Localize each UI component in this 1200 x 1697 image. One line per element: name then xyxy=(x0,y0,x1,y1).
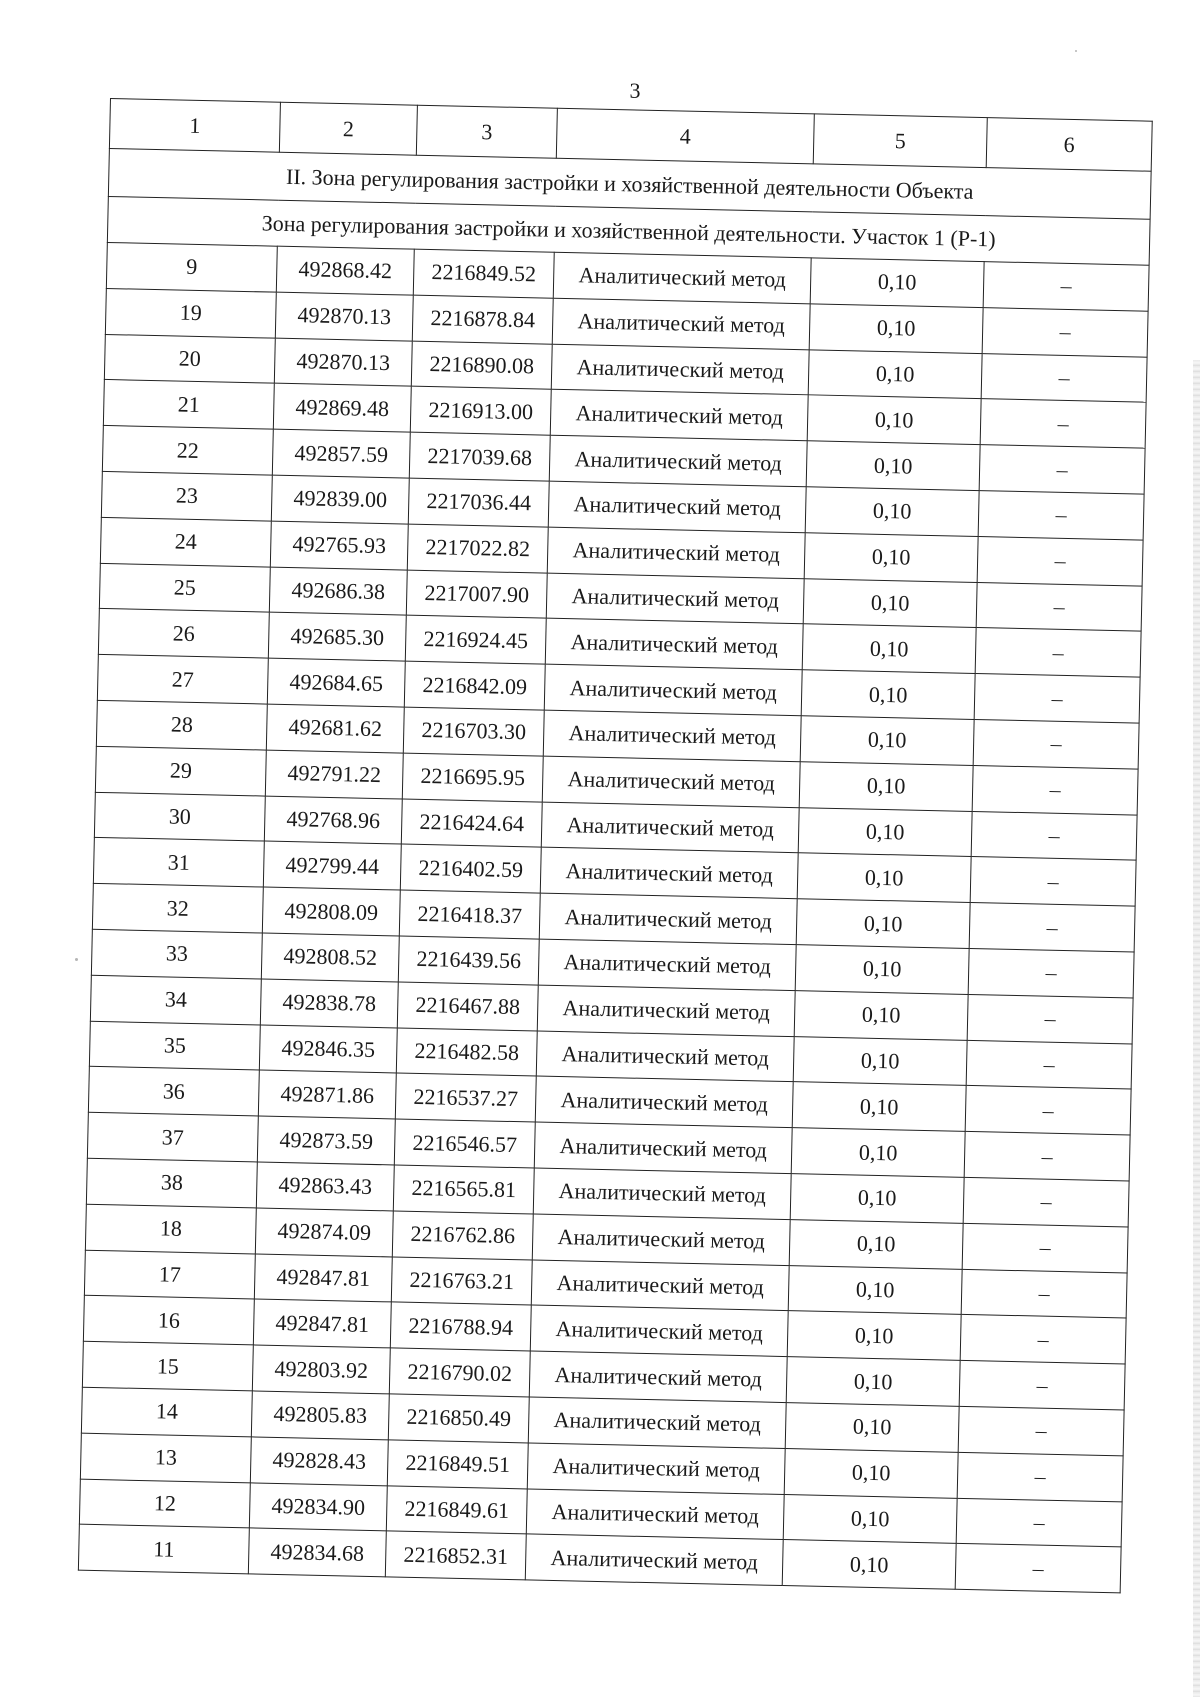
note-cell: – xyxy=(962,1223,1128,1272)
coordinate-y-cell: 2216849.61 xyxy=(386,1485,527,1534)
coordinate-x-cell: 492765.93 xyxy=(270,521,408,570)
note-cell: – xyxy=(977,536,1143,585)
column-header-1: 1 xyxy=(109,99,280,153)
point-number-cell: 31 xyxy=(93,838,264,887)
coordinate-x-cell: 492808.09 xyxy=(262,887,400,936)
accuracy-cell: 0,10 xyxy=(809,304,983,354)
note-cell: – xyxy=(955,1544,1121,1593)
accuracy-cell: 0,10 xyxy=(788,1265,962,1315)
note-cell: – xyxy=(980,399,1146,448)
method-cell: Аналитический метод xyxy=(544,664,802,715)
section-title: II. Зона регулирования застройки и хозяйственной деятельности Объекта xyxy=(108,148,1151,219)
coordinate-y-cell: 2216703.30 xyxy=(403,707,544,756)
note-cell: – xyxy=(964,1132,1130,1181)
point-number-cell: 18 xyxy=(85,1204,256,1253)
coordinate-y-cell: 2216762.86 xyxy=(392,1211,533,1260)
coordinate-y-cell: 2216842.09 xyxy=(404,661,545,710)
coordinate-x-cell: 492681.62 xyxy=(266,704,404,753)
coordinate-x-cell: 492869.48 xyxy=(273,384,411,433)
method-cell: Аналитический метод xyxy=(541,802,799,853)
coordinate-y-cell: 2216913.00 xyxy=(410,387,551,436)
method-cell: Аналитический метод xyxy=(535,1076,793,1127)
method-cell: Аналитический метод xyxy=(545,619,803,670)
point-number-cell: 15 xyxy=(82,1341,253,1390)
coordinate-y-cell: 2217007.90 xyxy=(406,570,547,619)
note-cell: – xyxy=(969,903,1135,952)
accuracy-cell: 0,10 xyxy=(783,1494,957,1544)
accuracy-cell: 0,10 xyxy=(807,395,981,445)
coordinate-y-cell: 2216482.58 xyxy=(396,1028,537,1077)
point-number-cell: 13 xyxy=(80,1433,251,1482)
note-cell: – xyxy=(967,994,1133,1043)
point-number-cell: 32 xyxy=(92,883,263,932)
point-number-cell: 24 xyxy=(100,517,271,566)
method-cell: Аналитический метод xyxy=(546,573,804,624)
column-header-6: 6 xyxy=(986,118,1152,172)
method-cell: Аналитический метод xyxy=(534,1122,792,1173)
coordinate-y-cell: 2216763.21 xyxy=(391,1256,532,1305)
point-number-cell: 11 xyxy=(78,1524,249,1573)
method-cell: Аналитический метод xyxy=(529,1351,787,1402)
note-cell: – xyxy=(970,857,1136,906)
table-body xyxy=(78,242,1149,1593)
coordinate-x-cell: 492863.43 xyxy=(256,1162,394,1211)
coordinate-y-cell: 2217039.68 xyxy=(409,432,550,481)
coordinate-x-cell: 492870.13 xyxy=(274,338,412,387)
accuracy-cell: 0,10 xyxy=(798,807,972,857)
point-number-cell: 25 xyxy=(99,563,270,612)
method-cell: Аналитический метод xyxy=(550,390,808,441)
coordinate-y-cell: 2216424.64 xyxy=(401,799,542,848)
coordinate-y-cell: 2217022.82 xyxy=(407,524,548,573)
page-number: 3 xyxy=(629,78,641,103)
note-cell: – xyxy=(971,811,1137,860)
accuracy-cell: 0,10 xyxy=(793,1036,967,1086)
accuracy-cell: 0,10 xyxy=(808,349,982,399)
note-cell: – xyxy=(966,1040,1132,1089)
coordinate-x-cell: 492799.44 xyxy=(263,841,401,890)
method-cell: Аналитический метод xyxy=(538,939,796,990)
coordinate-x-cell: 492847.81 xyxy=(254,1253,392,1302)
point-number-cell: 12 xyxy=(79,1479,250,1528)
point-number-cell: 33 xyxy=(91,929,262,978)
method-cell: Аналитический метод xyxy=(543,710,801,761)
document-sheet xyxy=(78,98,1152,1593)
point-number-cell: 28 xyxy=(96,700,267,749)
scan-speck xyxy=(1075,50,1077,52)
method-cell: Аналитический метод xyxy=(533,1168,791,1219)
note-cell: – xyxy=(956,1498,1122,1547)
method-cell: Аналитический метод xyxy=(537,985,795,1036)
method-cell: Аналитический метод xyxy=(532,1214,790,1265)
accuracy-cell: 0,10 xyxy=(797,853,971,903)
note-cell: – xyxy=(959,1360,1125,1409)
note-cell: – xyxy=(982,307,1148,356)
point-number-cell: 34 xyxy=(90,975,261,1024)
coordinate-x-cell: 492873.59 xyxy=(257,1116,395,1165)
accuracy-cell: 0,10 xyxy=(801,670,975,720)
note-cell: – xyxy=(958,1406,1124,1455)
point-number-cell: 20 xyxy=(104,334,275,383)
note-cell: – xyxy=(957,1452,1123,1501)
note-cell: – xyxy=(972,765,1138,814)
coordinate-y-cell: 2216878.84 xyxy=(412,295,553,344)
note-cell: – xyxy=(968,948,1134,997)
method-cell: Аналитический метод xyxy=(530,1305,788,1356)
point-number-cell: 9 xyxy=(106,242,277,291)
coordinate-y-cell: 2216852.31 xyxy=(385,1531,526,1580)
method-cell: Аналитический метод xyxy=(552,298,810,349)
subsection-title: Зона регулирования застройки и хозяйственной деятельности. Участок 1 (Р-1) xyxy=(107,196,1150,265)
coordinate-x-cell: 492828.43 xyxy=(250,1437,388,1486)
point-number-cell: 17 xyxy=(84,1250,255,1299)
point-number-cell: 38 xyxy=(86,1158,257,1207)
method-cell: Аналитический метод xyxy=(527,1443,785,1494)
note-cell: – xyxy=(974,674,1140,723)
coordinate-x-cell: 492846.35 xyxy=(259,1025,397,1074)
coordinate-x-cell: 492805.83 xyxy=(251,1391,389,1440)
coordinate-y-cell: 2216788.94 xyxy=(390,1302,531,1351)
coordinate-x-cell: 492874.09 xyxy=(255,1208,393,1257)
scan-speck xyxy=(75,958,78,961)
note-cell: – xyxy=(960,1315,1126,1364)
point-number-cell: 27 xyxy=(97,655,268,704)
accuracy-cell: 0,10 xyxy=(799,761,973,811)
coordinate-x-cell: 492791.22 xyxy=(265,750,403,799)
accuracy-cell: 0,10 xyxy=(789,1219,963,1269)
method-cell: Аналитический метод xyxy=(548,481,806,532)
method-cell: Аналитический метод xyxy=(525,1534,783,1585)
method-cell: Аналитический метод xyxy=(540,847,798,898)
accuracy-cell: 0,10 xyxy=(805,487,979,537)
accuracy-cell: 0,10 xyxy=(796,899,970,949)
accuracy-cell: 0,10 xyxy=(803,578,977,628)
point-number-cell: 23 xyxy=(101,471,272,520)
point-number-cell: 21 xyxy=(103,380,274,429)
note-cell: – xyxy=(978,491,1144,540)
note-cell: – xyxy=(983,262,1149,311)
coordinate-x-cell: 492685.30 xyxy=(268,612,406,661)
accuracy-cell: 0,10 xyxy=(795,945,969,995)
coordinate-x-cell: 492838.78 xyxy=(260,979,398,1028)
accuracy-cell: 0,10 xyxy=(806,441,980,491)
coordinate-y-cell: 2216790.02 xyxy=(389,1348,530,1397)
column-header-3: 3 xyxy=(416,105,557,158)
coordinate-x-cell: 492834.68 xyxy=(248,1528,386,1577)
coordinate-y-cell: 2216537.27 xyxy=(395,1073,536,1122)
coordinate-x-cell: 492834.90 xyxy=(249,1482,387,1531)
coordinate-y-cell: 2217036.44 xyxy=(408,478,549,527)
note-cell: – xyxy=(961,1269,1127,1318)
note-cell: – xyxy=(981,353,1147,402)
coordinate-y-cell: 2216546.57 xyxy=(394,1119,535,1168)
accuracy-cell: 0,10 xyxy=(782,1540,956,1590)
column-header-4: 4 xyxy=(556,108,814,164)
coordinate-x-cell: 492839.00 xyxy=(271,475,409,524)
coordinate-x-cell: 492847.81 xyxy=(253,1299,391,1348)
coordinate-x-cell: 492868.42 xyxy=(276,246,414,295)
method-cell: Аналитический метод xyxy=(551,344,809,395)
coordinate-y-cell: 2216849.52 xyxy=(413,249,554,298)
point-number-cell: 35 xyxy=(89,1021,260,1070)
coordinate-x-cell: 492857.59 xyxy=(272,429,410,478)
coordinate-y-cell: 2216402.59 xyxy=(400,844,541,893)
coordinate-y-cell: 2216850.49 xyxy=(388,1394,529,1443)
point-number-cell: 19 xyxy=(105,288,276,337)
point-number-cell: 22 xyxy=(102,426,273,475)
point-number-cell: 26 xyxy=(98,609,269,658)
method-cell: Аналитический метод xyxy=(549,435,807,486)
note-cell: – xyxy=(979,445,1145,494)
method-cell: Аналитический метод xyxy=(539,893,797,944)
coordinate-y-cell: 2216439.56 xyxy=(398,936,539,985)
accuracy-cell: 0,10 xyxy=(791,1128,965,1178)
coordinate-x-cell: 492803.92 xyxy=(252,1345,390,1394)
scan-edge-shadow xyxy=(1193,360,1200,1697)
column-header-5: 5 xyxy=(813,114,987,168)
point-number-cell: 36 xyxy=(88,1067,259,1116)
column-header-2: 2 xyxy=(279,102,417,155)
accuracy-cell: 0,10 xyxy=(786,1357,960,1407)
method-cell: Аналитический метод xyxy=(542,756,800,807)
coordinate-y-cell: 2216565.81 xyxy=(393,1165,534,1214)
method-cell: Аналитический метод xyxy=(547,527,805,578)
note-cell: – xyxy=(973,719,1139,768)
coordinate-y-cell: 2216695.95 xyxy=(402,753,543,802)
method-cell: Аналитический метод xyxy=(531,1260,789,1311)
coordinate-x-cell: 492871.86 xyxy=(258,1070,396,1119)
coordinates-table xyxy=(78,98,1153,1594)
coordinate-y-cell: 2216849.51 xyxy=(387,1440,528,1489)
point-number-cell: 16 xyxy=(83,1296,254,1345)
accuracy-cell: 0,10 xyxy=(794,990,968,1040)
accuracy-cell: 0,10 xyxy=(785,1402,959,1452)
coordinate-x-cell: 492870.13 xyxy=(275,292,413,341)
point-number-cell: 30 xyxy=(94,792,265,841)
accuracy-cell: 0,10 xyxy=(804,533,978,583)
coordinate-y-cell: 2216924.45 xyxy=(405,615,546,664)
accuracy-cell: 0,10 xyxy=(792,1082,966,1132)
note-cell: – xyxy=(975,628,1141,677)
note-cell: – xyxy=(963,1177,1129,1226)
accuracy-cell: 0,10 xyxy=(800,716,974,766)
point-number-cell: 29 xyxy=(95,746,266,795)
accuracy-cell: 0,10 xyxy=(790,1174,964,1224)
point-number-cell: 37 xyxy=(87,1112,258,1161)
coordinate-x-cell: 492768.96 xyxy=(264,796,402,845)
accuracy-cell: 0,10 xyxy=(787,1311,961,1361)
coordinate-y-cell: 2216418.37 xyxy=(399,890,540,939)
coordinate-y-cell: 2216467.88 xyxy=(397,982,538,1031)
method-cell: Аналитический метод xyxy=(526,1488,784,1539)
method-cell: Аналитический метод xyxy=(553,252,811,303)
note-cell: – xyxy=(965,1086,1131,1135)
coordinate-x-cell: 492684.65 xyxy=(267,658,405,707)
method-cell: Аналитический метод xyxy=(536,1031,794,1082)
point-number-cell: 14 xyxy=(81,1387,252,1436)
coordinate-y-cell: 2216890.08 xyxy=(411,341,552,390)
coordinate-x-cell: 492808.52 xyxy=(261,933,399,982)
coordinate-x-cell: 492686.38 xyxy=(269,567,407,616)
note-cell: – xyxy=(976,582,1142,631)
accuracy-cell: 0,10 xyxy=(810,258,984,308)
method-cell: Аналитический метод xyxy=(528,1397,786,1448)
accuracy-cell: 0,10 xyxy=(802,624,976,674)
accuracy-cell: 0,10 xyxy=(784,1448,958,1498)
